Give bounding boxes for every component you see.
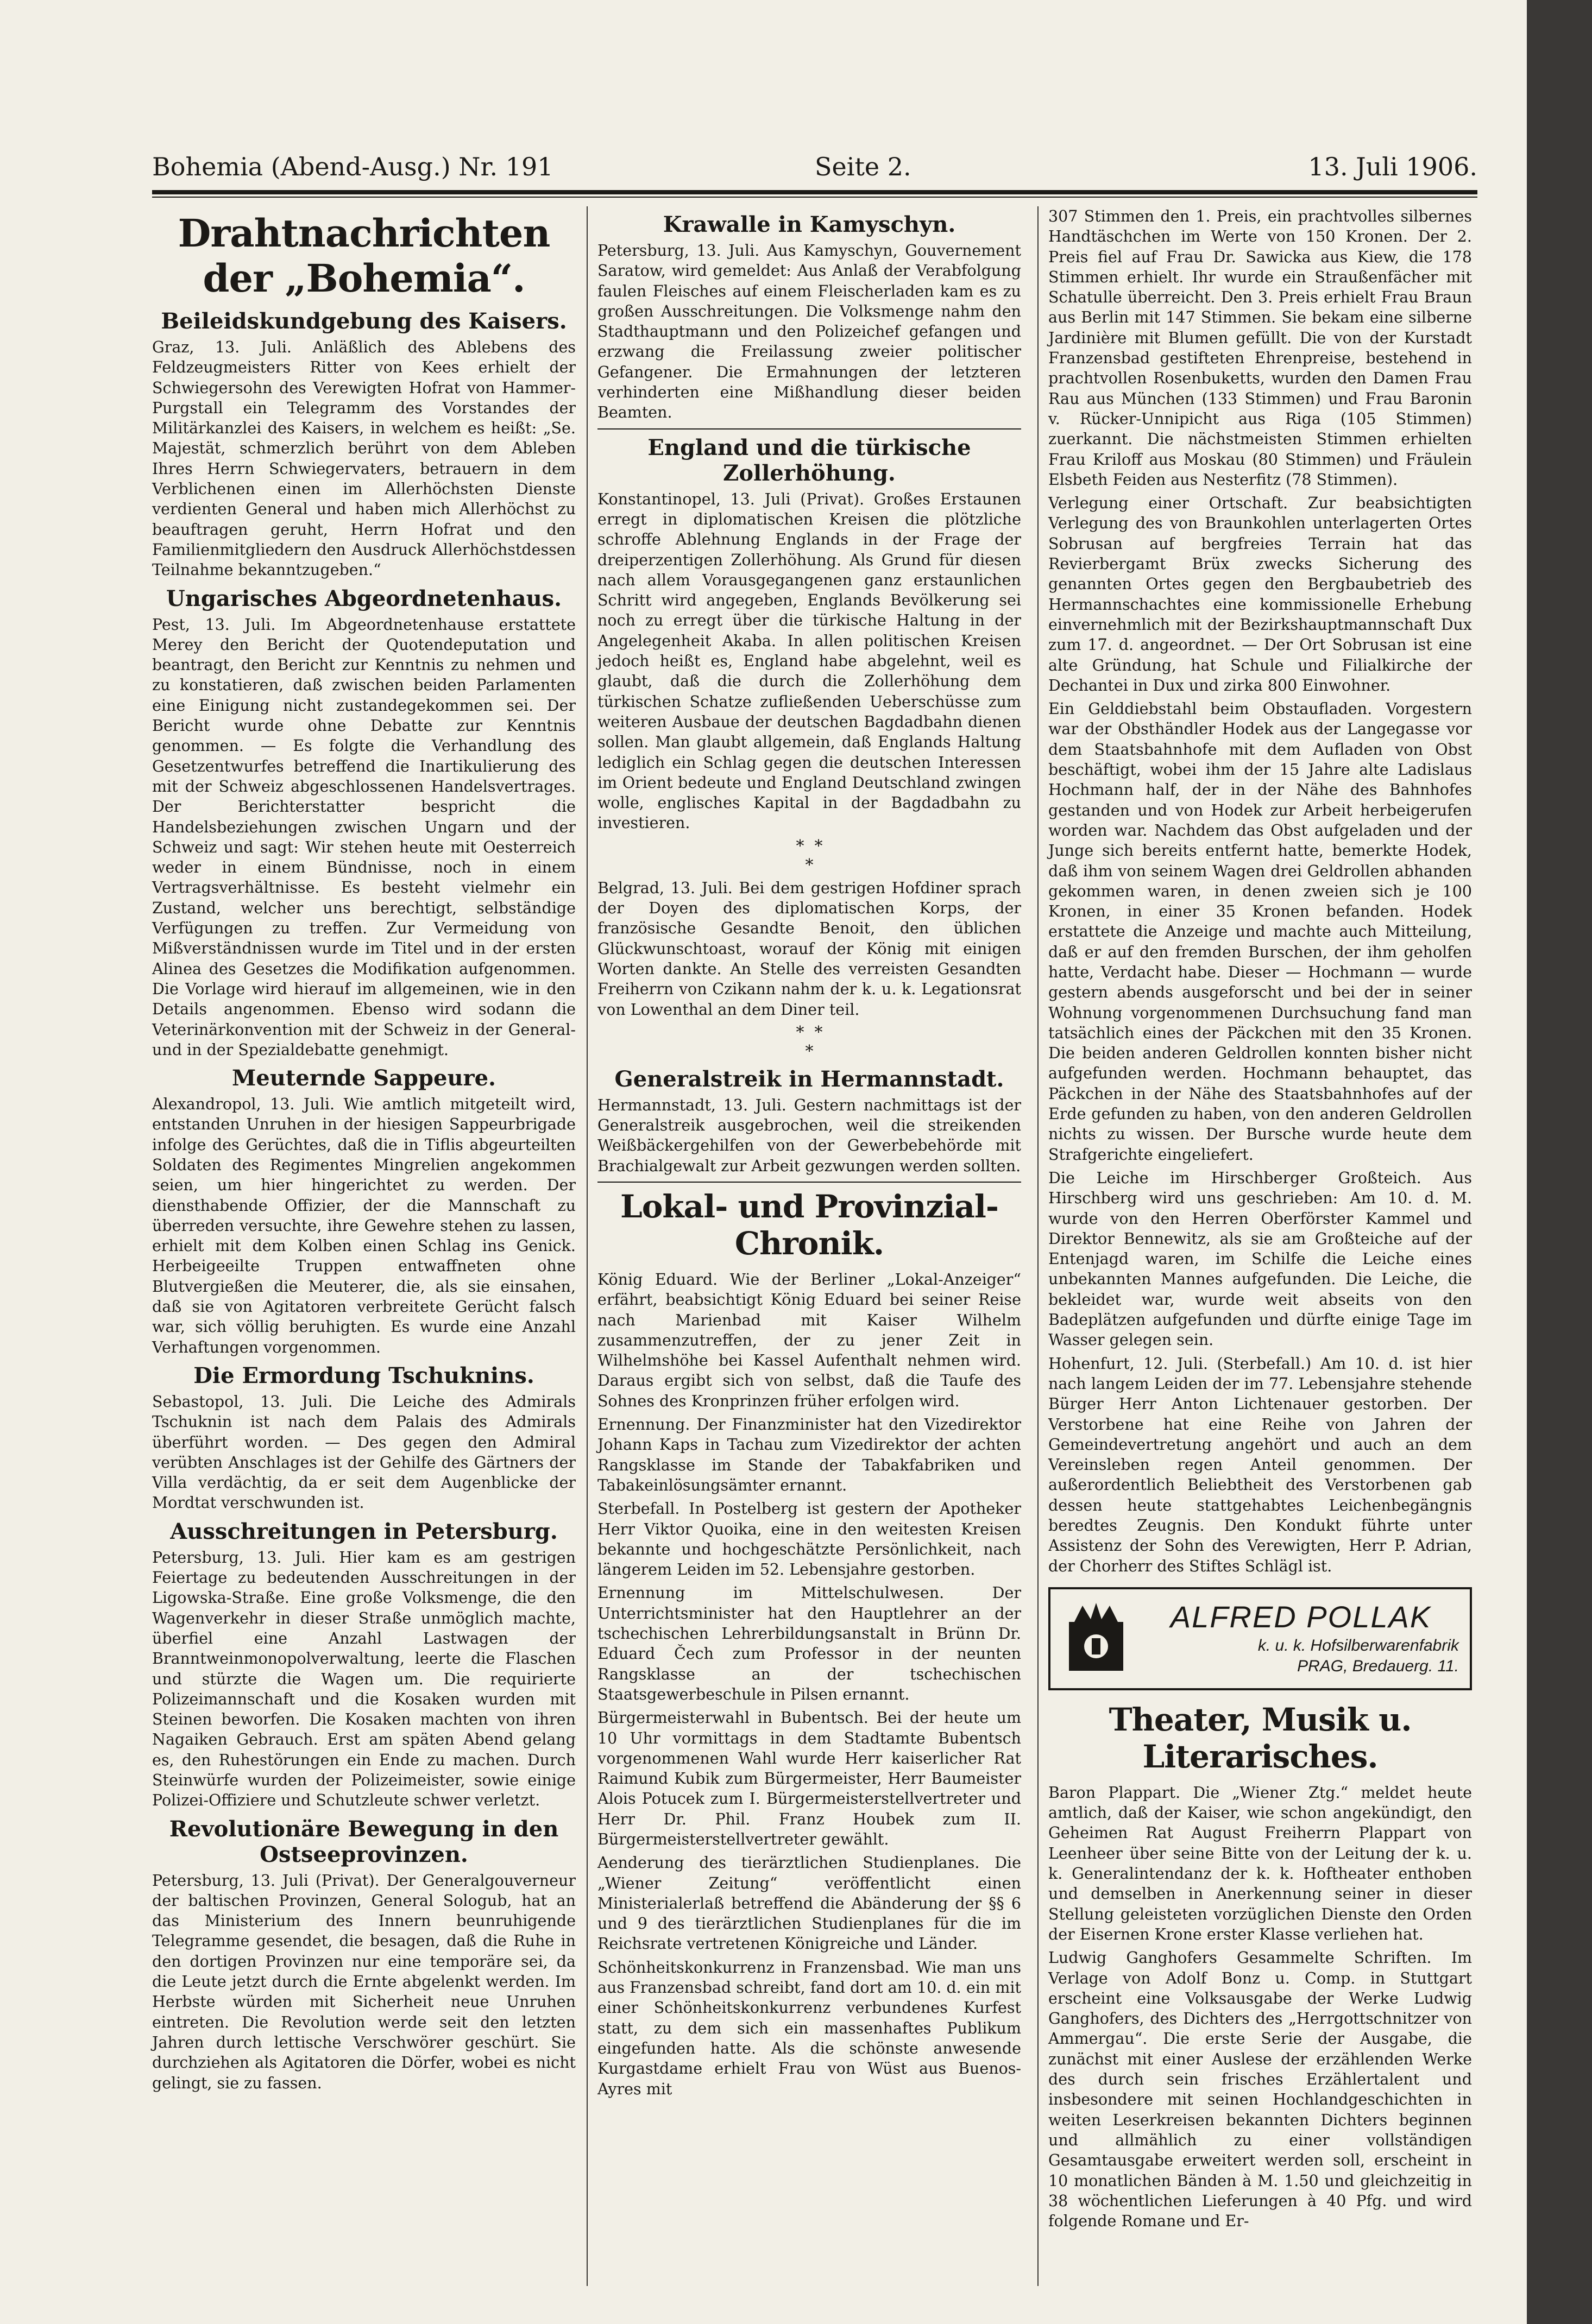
article-title: Ungarisches Abgeordnetenhaus. <box>166 585 562 611</box>
article-title: Generalstreik in Hermannstadt. <box>614 1066 1004 1092</box>
article-text: Belgrad, 13. Juli. Bei dem gestrigen Hofdiner sprach der Doyen des diplomatischen Korps, der französische Gesandte Benoit, den üblichen Glückwunschtoast, worauf der König mit einigen Worten dankte. An Stelle des verreisten Gesandten Freiherrn von Czikann nahm der k. u. k. Legationsrat von Lowenthal an dem Diner teil. <box>597 879 1021 1019</box>
theater-heading: Theater, Musik u. Literarisches. <box>1109 1701 1412 1775</box>
article-text: Petersburg, 13. Juli. Hier kam es am gestrigen Feiertage zu bedeutenden Ausschreitungen in der Ligowska-Straße. Eine große Volksmenge, die den Wagenverkehr in dieser Straße unmöglich machte, überfiel eine Anzahl Lastwagen der Branntweinmonopolverwaltung, leerte die Flaschen und stürzte die Wagen um. Die requirierte Polizeimannschaft und die Kosaken wurden mit Steinen beworfen. Die Kosaken machten von ihren Nagaiken Gebrauch. Erst am späten Abend gelang es, den Ruhestörungen ein Ende zu machen. Durch Steinwürfe wurden der Polizeimeister, sowie einige Polizei-Offiziere und Schutzleute schwer verletzt. <box>152 1548 576 1810</box>
article-text: Hermannstadt, 13. Juli. Gestern nachmittags ist der Generalstreik ausgebrochen, weil die streikenden Weißbäckergehilfen von der Gewerbebehörde mit Brachialgewalt zur Arbeit gezwungen werden sollten. <box>597 1096 1021 1175</box>
column-3 <box>1048 206 1472 2234</box>
header-rule-thin <box>152 197 1477 198</box>
theater-item: Ludwig Ganghofers Gesammelte Schriften. Im Verlage von Adolf Bonz u. Comp. in Stuttgart erscheint eine Volksausgabe der Werke Ludwig Ganghofers, des Dichters des „Herrgottschnitzer von Ammergau“. Die erste Serie der Ausgabe, die zunächst mit einer Auslese der erzählenden Werke des durch sein frisches Erzählertalent und insbesondere mit seinen Hochlandgeschichten in weiten Leserkreisen bekannten Dichters beginnen und allmählich zu einer vollständigen Gesamtausgabe erweitert werden soll, erscheint in 10 monatlichen Bänden à M. 1.50 und gleichzeitig in 38 wöchentlichen Lieferungen à 40 Pfg. und wird folgende Romane und Er- <box>1048 1949 1472 2231</box>
article-text: Petersburg, 13. Juli. Aus Kamyschyn, Gouvernement Saratow, wird gemeldet: Aus Anlaß der Verabfolgung faulen Fleisches auf einem Fleischerladen kam es zu großen Ausschreitungen. Die Volksmenge nahm den Stadthauptmann und den Polizeichef gefangen und erzwang die Freilassung zweier politischer Gefangener. Die Ermahnungen der letzteren verhinderten eine Mißhandlung dieser beiden Beamten. <box>597 242 1021 422</box>
article-title: Die Ermordung Tschuknins. <box>193 1362 534 1388</box>
article-title: Ausschreitungen in Petersburg. <box>170 1518 558 1544</box>
asterism-divider: * * * <box>796 836 823 875</box>
scan-edge <box>1527 0 1592 2324</box>
masthead-telegrams: Drahtnachrichten der „Bohemia“. <box>178 211 550 301</box>
chronik-item: König Eduard. Wie der Berliner „Lokal-Anzeiger“ erfährt, beabsichtigt König Eduard bei seiner Reise nach Marienbad mit Kaiser Wilhelm zusammenzutreffen, der zu jener Zeit in Wilhelmshöhe bei Kassel Aufenthalt nehmen wird. Daraus ergibt sich von selbst, daß die Taufe des Sohnes des Kronprinzen früher erfolgen wird. <box>597 1270 1021 1410</box>
advertisement-pollak <box>1048 1587 1472 1690</box>
chronik-item: 307 Stimmen den 1. Preis, ein prachtvolles silbernes Handtäschchen im Werte von 150 Kronen. Der 2. Preis fiel auf Frau Dr. Sawicka aus Kiew, die 178 Stimmen erhielt. Ihr wurde ein Straußenfächer mit Schatulle überreicht. Den 3. Preis erhielt Frau Braun aus Berlin mit 147 Stimmen. Sie bekam eine silberne Jardinière mit Blumen gefüllt. Die von der Kurstadt Franzensbad gestifteten Ehrenpreise, bestehend in prachtvollen Rosenbuketts, wurden den Damen Frau Rau aus München (133 Stimmen) und Frau Baronin v. Rücker-Unnipicht aus Riga (105 Stimmen) zuerkannt. Die nächstmeisten Stimmen erhielten Frau Kriloff aus Moskau (80 Stimmen) und Fräulein Elsbeth Feiden aus Nesterfitz (78 Stimmen). <box>1048 207 1472 489</box>
article-text: Alexandropol, 13. Juli. Wie amtlich mitgeteilt wird, entstanden Unruhen in der hiesigen Sappeurbrigade infolge des Gerüchtes, daß die in Tiflis abgeurteilten Soldaten des Regimentes Mingrelien angekommen seien, um hier hingerichtet zu werden. Der diensthabende Offizier, der die Mannschaft zu überreden versuchte, ihre Gewehre stehen zu lassen, erhielt mit dem Kolben einen Schlag ins Genick. Herbeigeeilte Truppen entwaffneten ohne Blutvergießen die Meuterer, die, als sie einsahen, daß sie von Agitatoren verbreitete Gerücht falsch war, sich völlig beruhigten. Es wurde eine Anzahl Verhaftungen vorgenommen. <box>152 1095 576 1356</box>
header-page-number: Seite 2. <box>815 152 911 181</box>
column-divider <box>1037 206 1039 2286</box>
chronik-item: Ernennung. Der Finanzminister hat den Vizedirektor Johann Kaps in Tachau zum Vizedirektor der achten Rangsklasse im Stande der Tabakfabriken und Tabakeinlösungsämter ernannt. <box>597 1416 1021 1494</box>
ad-company-name: ALFRED POLLAK <box>1170 1599 1432 1634</box>
page-header <box>152 152 1477 195</box>
column-1 <box>152 206 576 2096</box>
chronik-item: Ein Gelddiebstahl beim Obstaufladen. Vorgestern war der Obsthändler Hodek aus der Langegasse vor dem Staatsbahnhofe mit dem Aufladen von Obst beschäftigt, wobei ihm der 15 Jahre alte Ladislaus Hochmann half, der in der Nähe des Bahnhofes gestanden und von Hodek zur Arbeit herbeigerufen worden war. Nachdem das Obst aufgeladen und der Junge sich bereits entfernt hatte, bemerkte Hodek, daß ihm von seinem Wagen drei Geldrollen abhanden gekommen waren, in denen zweien sich je 100 Kronen, in einer 35 Kronen befanden. Hodek erstattete die Anzeige und machte auch Mitteilung, daß er auf den fremden Burschen, der ihm geholfen hatte, Verdacht habe. Dieser — Hochmann — wurde gestern abends ausgeforscht und bei der in seiner Wohnung vorgenommenen Durchsuchung fand man tatsächlich eines der Päckchen mit den 35 Kronen. Die beiden anderen Geldrollen konnten bisher nicht aufgefunden werden. Hochmann behauptet, das Päckchen in der Nähe des Staatsbahnhofes auf der Erde gefunden zu haben, von den anderen Geldrollen nichts zu wissen. Der Bursche wurde heute dem Strafgerichte eingeliefert. <box>1048 700 1472 1164</box>
article-title: Revolutionäre Bewegung in den Ostseeprovinzen. <box>169 1816 559 1867</box>
column-divider <box>587 206 588 2286</box>
section-divider <box>597 428 1021 430</box>
header-date: 13. Juli 1906. <box>1308 152 1477 181</box>
article-text: Konstantinopel, 13. Juli (Privat). Großes Erstaunen erregt in diplomatischen Kreisen die plötzliche schroffe Ablehnung Englands in der Frage der dreiperzentigen Zollerhöhung. Als Grund für diesen nach allem Vorausgegangenen ganz erstaunlichen Schritt wird angegeben, Englands Bevölkerung sei noch zu erregt über die türkische Haltung in der Angelegenheit Akaba. In allen politischen Kreisen jedoch heißt es, England habe abgelehnt, weil es glaubt, daß die durch die Zollerhöhung dem türkischen Schatze zufließenden Ueberschüsse zum weiteren Ausbaue der deutschen Bagdadbahn dienen sollen. Man glaubt allgemein, daß Englands Haltung lediglich ein Schlag gegen die deutschen Interessen im Orient bedeute und England Deutschland zwingen wolle, englisches Kapital in der Bagdadbahn zu investieren. <box>597 490 1021 832</box>
chronik-item: Die Leiche im Hirschberger Großteich. Aus Hirschberg wird uns geschrieben: Am 10. d. M. wurde von den Herren Oberförster Kammel und Direktor Bennewitz, als sie am Großteiche auf der Entenjagd waren, im Schilfe die Leiche eines unbekannten Mannes aufgefunden. Die Leiche, die bekleidet war, wurde weit abseits von den Badeplätzen aufgefunden und dürfte einige Tage im Wasser gelegen sein. <box>1048 1169 1472 1349</box>
ad-address: PRAG, Bredauerg. 11. <box>1297 1657 1459 1675</box>
article-text: Petersburg, 13. Juli (Privat). Der Generalgouverneur der baltischen Provinzen, General Sologub, hat an das Ministerium des Innern beunruhigende Telegramme gesendet, die besagen, daß die Ruhe in den dortigen Provinzen nur eine temporäre sei, da die Leute jetzt durch die Ernte abgelenkt werden. Im Herbste würden mit Sicherheit neue Unruhen eintreten. Die Revolution werde seit den letzten Jahren durch lettische Verschwörer geschürt. Sie durchziehen als Agitatoren die Dörfer, wobei es nicht gelingt, sie zu fassen. <box>152 1871 576 2092</box>
asterism-divider: * * * <box>796 1022 823 1061</box>
article-title: Krawalle in Kamyschyn. <box>663 212 956 237</box>
chronik-item: Verlegung einer Ortschaft. Zur beabsichtigten Verlegung des von Braunkohlen unterlagerten Ortes Sobrusan auf bergfreies Terrain hat das Revierbergamt Brüx zwecks Sicherung des genannten Ortes gegen den Bergbaubetrieb des Hermannschachtes eine kommissionelle Erhebung einvernehmlich mit der Bezirkshauptmannschaft Dux zum 17. d. angeordnet. — Der Ort Sobrusan ist eine alte Gründung, hat Schule und Filialkirche der Dechantei in Dux und zirka 800 Einwohner. <box>1048 494 1472 694</box>
chronik-item: Hohenfurt, 12. Juli. (Sterbefall.) Am 10. d. ist hier nach langem Leiden der im 77. Lebensjahre stehende Bürger Herr Anton Lichtenauer gestorben. Der Verstorbene hat eine Reihe von Jahren der Gemeindevertretung angehört und auch an dem Vereinsleben regen Anteil genommen. Der außerordentlich Beliebtheit des Verstorbenen gab dessen heute stattgehabtes Leichenbegängnis beredtes Zeugnis. Den Kondukt führte unter Assistenz der Sohn des Verewigten, Herr P. Adrian, der Chorherr des Stiftes Schlägl ist. <box>1048 1354 1472 1575</box>
chronik-heading: Lokal- und Provinzial-Chronik. <box>620 1188 999 1262</box>
column-2 <box>597 206 1021 2102</box>
chronik-item: Bürgermeisterwahl in Bubentsch. Bei der heute um 10 Uhr vormittags in dem Stadtamte Bubentsch vorgenommenen Wahl wurde Herr kaiserlicher Rat Raimund Kubik zum Bürgermeister, Herr Baumeister Alois Potucek zum I. Bürgermeisterstellvertreter und Herr Dr. Phil. Franz Houbek zum II. Bürgermeisterstellvertreter gewählt. <box>597 1709 1021 1848</box>
header-rule-thick <box>152 190 1477 194</box>
crown-emblem-icon <box>1064 1600 1129 1676</box>
header-publication: Bohemia (Abend-Ausg.) Nr. 191 <box>152 152 553 181</box>
newspaper-page <box>119 0 1488 2324</box>
chronik-item: Schönheitskonkurrenz in Franzensbad. Wie man uns aus Franzensbad schreibt, fand dort am 10. d. ein mit einer Schönheitskonkurrenz verbundenes Kurfest statt, zu dem sich ein massenhaftes Publikum eingefunden hatte. Als die schönste anwesende Kurgastdame erhielt Frau von Wüst aus Buenos-Ayres mit <box>597 1958 1021 2098</box>
chronik-item: Aenderung des tierärztlichen Studienplanes. Die „Wiener Zeitung“ veröffentlicht einen Ministerialerlaß betreffend die Abänderung der §§ 6 und 9 des tierärztlichen Studienplanes für die im Reichsrate vertretenen Königreiche und Länder. <box>597 1854 1021 1953</box>
article-title: Beileidskundgebung des Kaisers. <box>161 308 567 334</box>
chronik-item: Sterbefall. In Postelberg ist gestern der Apotheker Herr Viktor Quoika, eine in den weitesten Kreisen bekannte und hochgeschätzte Persönlichkeit, nach längerem Leiden im 52. Lebensjahre gestorben. <box>597 1500 1021 1579</box>
article-title: Meuternde Sappeure. <box>232 1065 496 1091</box>
article-text: Graz, 13. Juli. Anläßlich des Ablebens des Feldzeugmeisters Ritter von Kees erhielt der Schwiegersohn des Verewigten Hofrat von Hammer-Purgstall ein Telegramm des Vorstandes der Militärkanzlei des Kaisers, in welchem es heißt: „Se. Majestät, schmerzlich berührt von dem Ableben Ihres Herrn Schwiegervaters, betrauern in dem Verblichenen einen im Allerhöchsten Dienste verdienten General und haben mich Allerhöchst zu beauftragen geruht, Herrn Hofrat und den Familienmitgliedern den Ausdruck Allerhöchstdessen Teilnahme bekanntzugeben.“ <box>152 338 576 579</box>
ad-subtitle: k. u. k. Hofsilberwarenfabrik <box>1257 1636 1459 1654</box>
article-title: England und die türkische Zollerhöhung. <box>647 434 971 486</box>
article-text: Sebastopol, 13. Juli. Die Leiche des Admirals Tschuknin ist nach dem Palais des Admirals überführt worden. — Des gegen den Admiral verübten Anschlages ist der Gehilfe des Gärtners der Villa verdächtig, da er seit dem Augenblicke der Mordtat verschwunden ist. <box>152 1392 576 1512</box>
chronik-item: Ernennung im Mittelschulwesen. Der Unterrichtsminister hat den Hauptlehrer an der tschechischen Lehrerbildungsanstalt in Brünn Dr. Eduard Čech zum Professor in der neunten Rangsklasse an der tschechischen Staatsgewerbeschule in Pilsen ernannt. <box>597 1584 1021 1703</box>
article-text: Pest, 13. Juli. Im Abgeordnetenhause erstattete Merey den Bericht der Quotendeputation und beantragt, den Bericht zur Kenntnis zu nehmen und zu konstatieren, daß zwischen beiden Parlamenten eine Einigung nicht zustandegekommen sei. Der Bericht wurde ohne Debatte zur Kenntnis genommen. — Es folgte die Verhandlung des Gesetzentwurfes betreffend die Inartikulierung des mit der Schweiz abgeschlossenen Handelsvertrages. Der Berichterstatter bespricht die Handelsbeziehungen zwischen Ungarn und der Schweiz und sagt: Wir stehen heute mit Oesterreich weder in einem Bündnisse, noch in einem Vertragsverhältnisse. Es besteht vielmehr ein Zustand, welcher uns berechtigt, selbständige Verfügungen zu treffen. Zur Vermeidung von Mißverständnissen wurde im Titel und in der ersten Alinea des Gesetzes die Modifikation aufgenommen. Die Vorlage wird hierauf im allgemeinen, wie in den Details angenommen. Ebenso wird sodann die Veterinärkonvention mit der Schweiz in der General- und in der Spezialdebatte genehmigt. <box>152 615 576 1059</box>
section-divider <box>597 1182 1021 1183</box>
theater-item: Baron Plappart. Die „Wiener Ztg.“ meldet heute amtlich, daß der Kaiser, wie schon angekündigt, den Geheimen Rat August Freiherrn Plappart von Leenheer über seine Bitte von der Leitung der k. u. k. Generalintendanz der k. k. Hoftheater enthoben und demselben in Anerkennung seiner in dieser Stellung geleisteten vorzüglichen Dienste den Orden der Eisernen Krone erster Klasse verliehen hat. <box>1048 1783 1472 1943</box>
